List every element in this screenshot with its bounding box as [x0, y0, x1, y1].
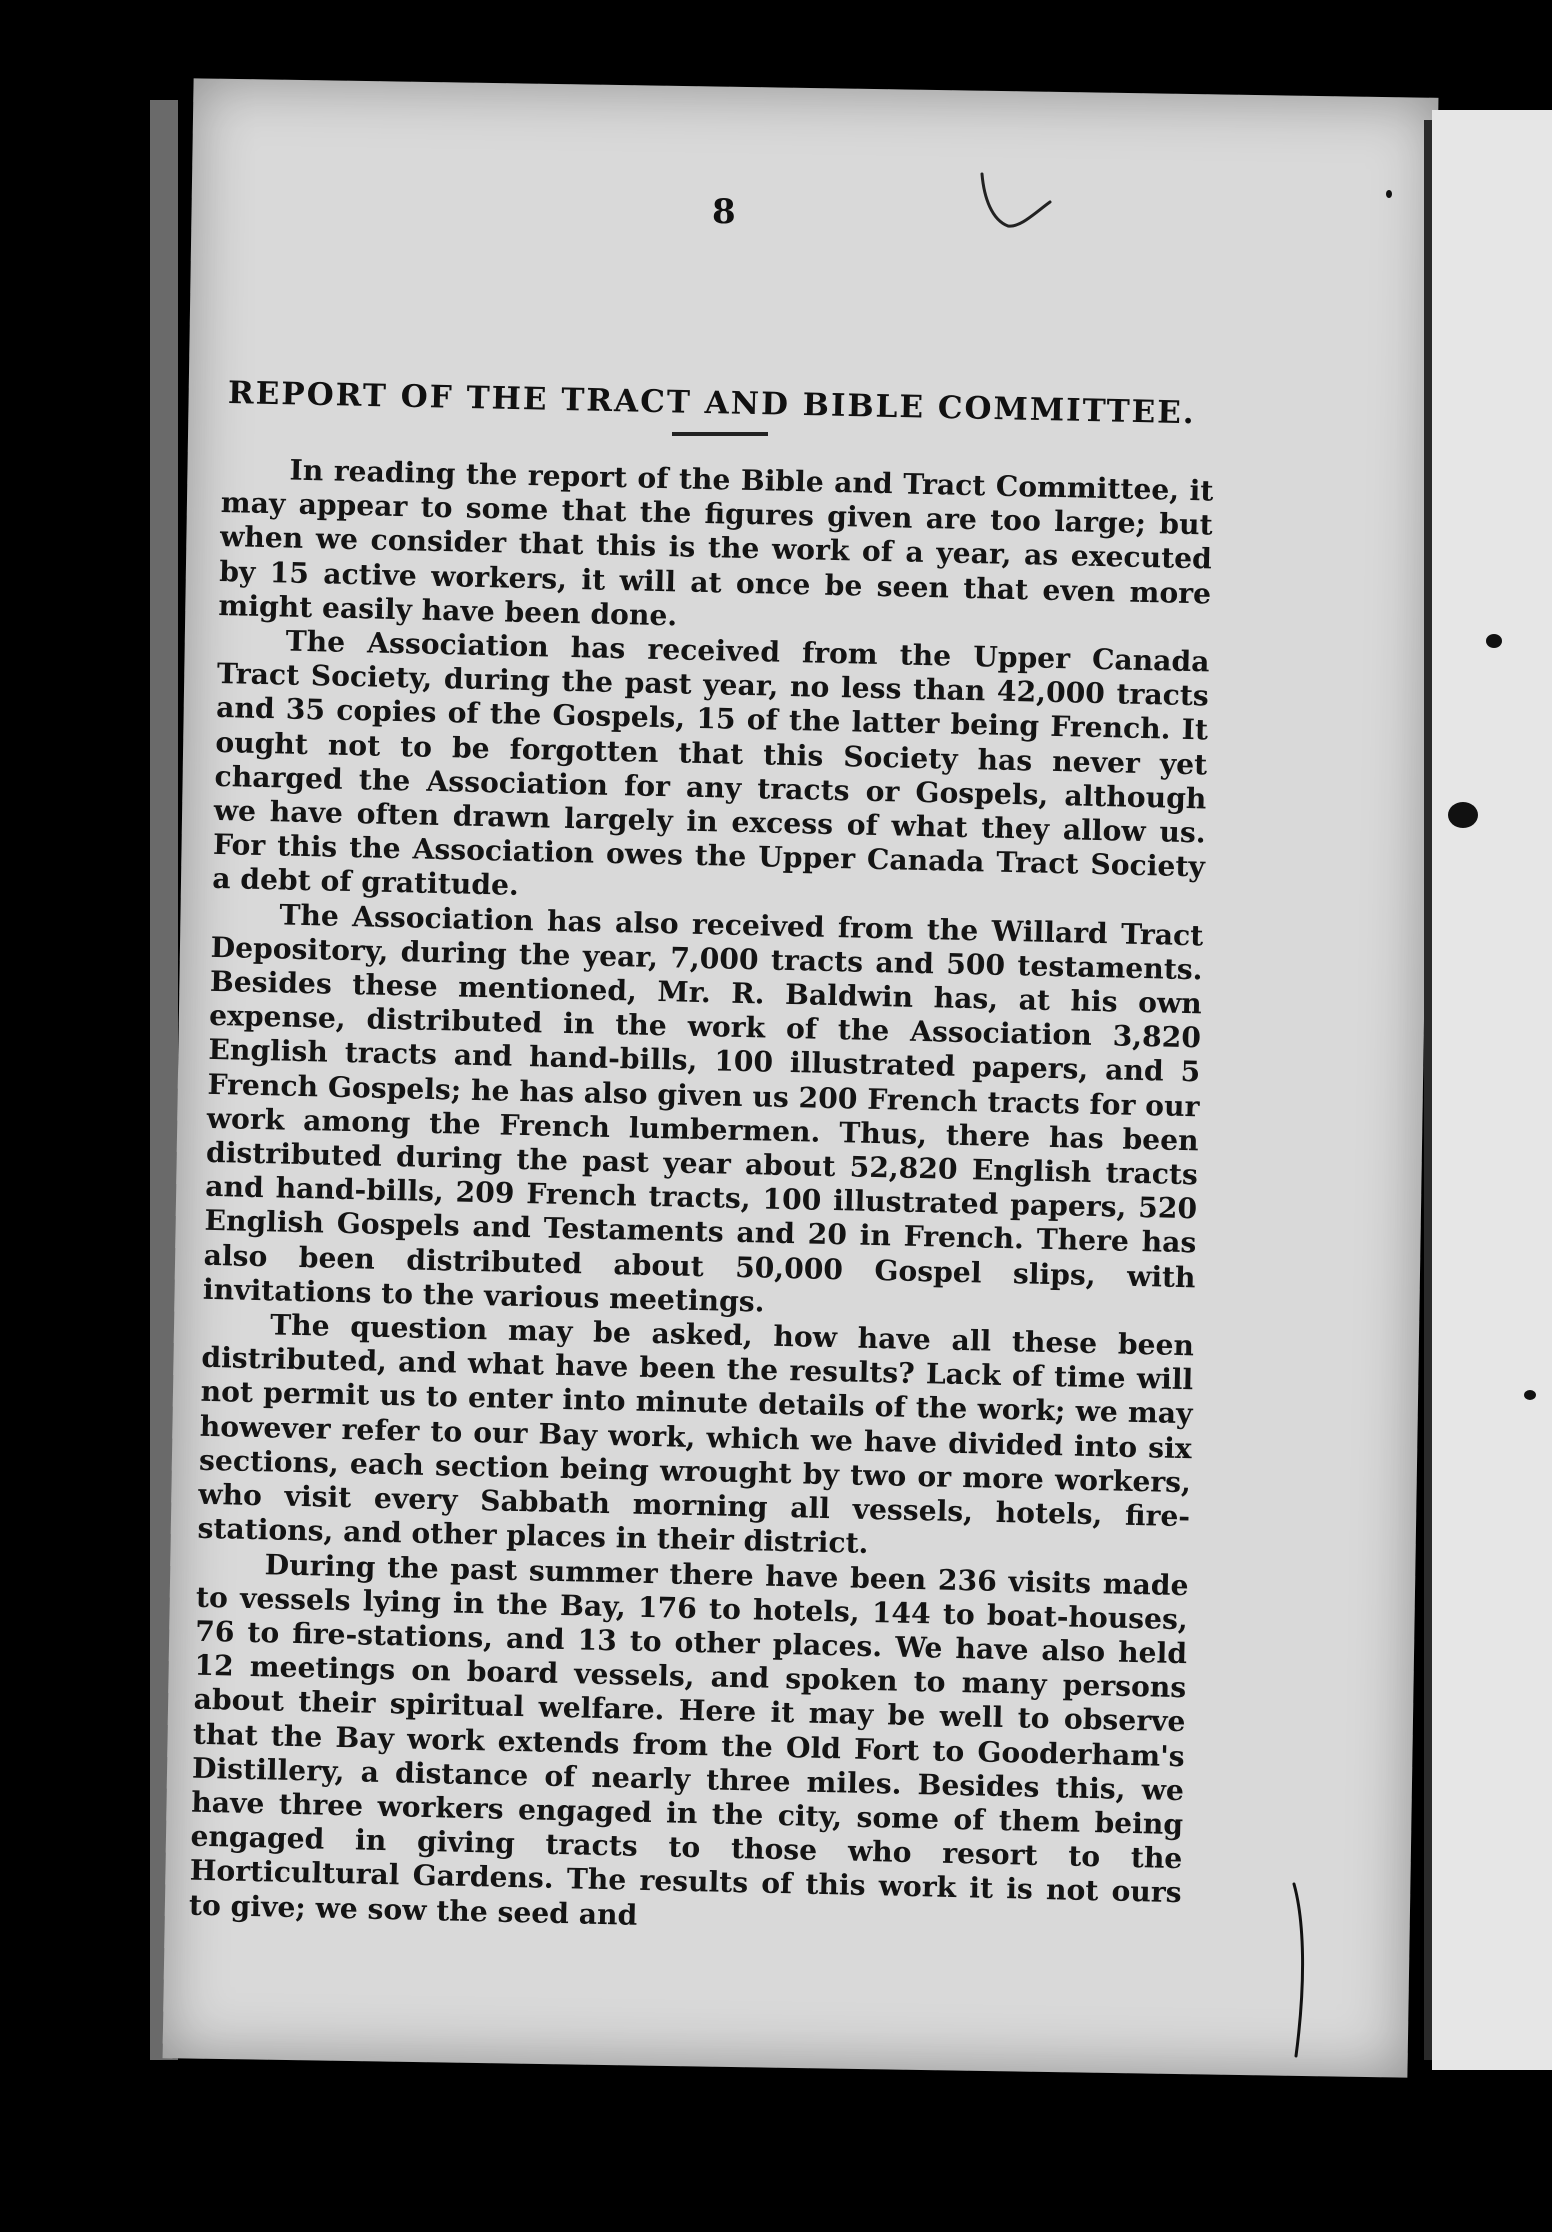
- title-divider: [672, 432, 768, 436]
- report-title: REPORT OF THE TRACT AND BIBLE COMMITTEE.: [227, 374, 1197, 432]
- ink-spot: [1448, 802, 1478, 828]
- paragraph: The Association has also received from the Willard Tract Depository, during the year, 7,000 tracts and 500 testaments. Besides these mentioned, Mr. R. Baldwin has, at his own expense, distributed in the work of the Association 3,820 English tracts and hand-bills, 100 illustrated papers, and 5 French Gospels; he has also given us 200 French tracts for our work among the French lumbermen. Thus, there has been distributed during the past year about 52,820 English tracts and hand-bills, 209 French tracts, 100 illustrated papers, 520 English Gospels and Testaments and 20 in French. There has also been distributed about 50,000 Gospel slips, with invitations to the various meetings.: [202, 898, 1204, 1319]
- binding-gutter: [1424, 120, 1432, 2060]
- handwritten-check-mark: [978, 168, 1058, 248]
- page-number: 8: [712, 192, 736, 232]
- ink-spot: [1386, 190, 1392, 198]
- report-body: [189, 452, 1214, 1945]
- paragraph: The Association has received from the Upper Canada Tract Society, during the past year, no less than 42,000 tracts and 35 copies of the Gospels, 15 of the latter being French. It ought not to be forgotten that this Society has never yet charged the Association for any tracts or Gospels, although we have often drawn largely in excess of what they allow us. For this the Association owes the Upper Canada Tract Society a debt of gratitude.: [211, 624, 1210, 903]
- handwritten-margin-bracket: [1288, 1880, 1318, 2060]
- paragraph: During the past summer there have been 236 visits made to vessels lying in the Bay, 176 to hotels, 144 to boat-houses, 76 to fire-stations, and 13 to other places. We have also held 12 meetings on board vessels, and spoken to many persons about their spiritual welfare. Here it may be well to observe that the Bay work extends from the Old Fort to Gooderham's Distillery, a distance of nearly three miles. Besides this, we have three workers engaged in the city, some of them being engaged in giving tracts to those who resort to the Horticultural Gardens. The results of this work it is not ours to give; we sow the seed and: [188, 1547, 1189, 1932]
- paragraph: In reading the report of the Bible and Tract Committee, it may appear to some that the figures given are too large; but when we consider that this is the work of a year, as executed by 15 active workers, it will at once be seen that even more might easily have been done.: [218, 453, 1214, 633]
- facing-page-edge: [1432, 110, 1552, 2070]
- ink-spot: [1486, 634, 1502, 648]
- ink-spot: [1524, 1390, 1536, 1400]
- paragraph: The question may be asked, how have all these been distributed, and what have been the results? Lack of time will not permit us to enter into minute details of the work; we may however refer to our Bay work, which we have divided into six sections, each section being wrought by two or more workers, who visit every Sabbath morning all vessels, hotels, fire-stations, and other places in their district.: [197, 1308, 1195, 1561]
